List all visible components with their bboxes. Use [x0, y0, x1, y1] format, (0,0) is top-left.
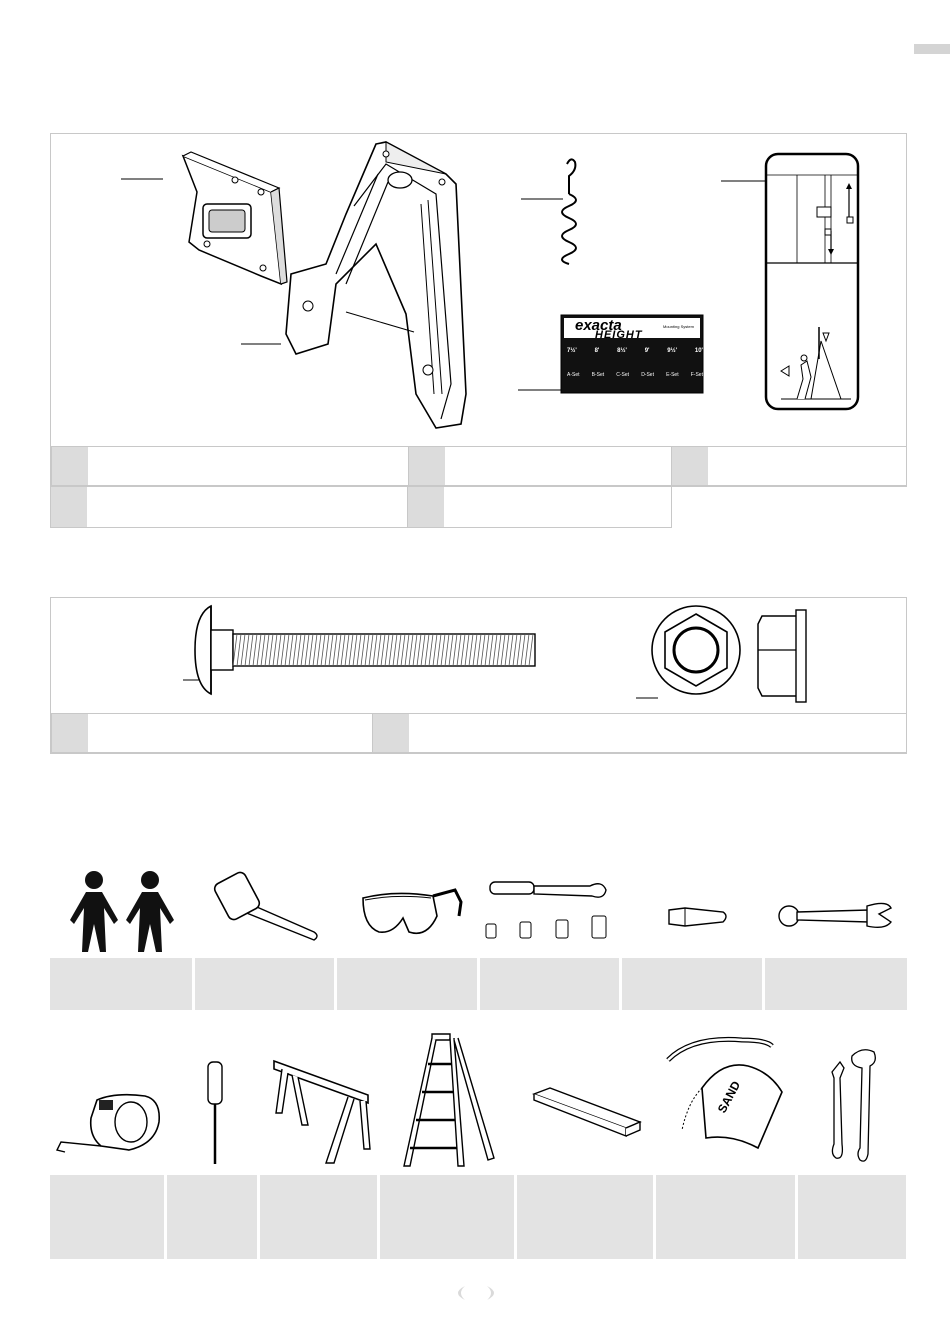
sticker-set: B-Set — [591, 372, 605, 378]
tool-label-cell — [517, 1175, 653, 1259]
tool-label-cell — [195, 958, 334, 1010]
two-people-icon — [60, 868, 180, 958]
tool-label-cell — [622, 958, 762, 1010]
hardware-number-badge — [52, 714, 88, 752]
hardware-label-cell — [51, 713, 373, 753]
hardware-panel — [50, 597, 907, 754]
wood-board-icon — [530, 1084, 650, 1144]
part-label-cell — [407, 486, 672, 528]
sand-bag-label: SAND — [714, 1078, 744, 1116]
sticker-value: 8½' — [617, 348, 627, 354]
spring-clip-illustration — [521, 154, 601, 274]
carriage-bolt-illustration — [181, 604, 561, 714]
part-number-badge — [672, 447, 708, 485]
hardware-number-badge — [373, 714, 409, 752]
part-label-cell — [51, 446, 409, 486]
sticker-set: C-Set — [616, 372, 630, 378]
combination-wrench-icon — [775, 898, 895, 938]
section-tab-marker — [914, 44, 950, 54]
sticker-brand-bottom: HEIGHT — [595, 329, 643, 341]
rubber-mallet-icon — [210, 866, 330, 946]
tool-label-cell — [167, 1175, 257, 1259]
sawhorse-icon — [268, 1055, 378, 1165]
sticker-row-2 — [567, 372, 703, 378]
tool-label-cell — [50, 958, 192, 1010]
extension-socket-icon — [665, 904, 735, 934]
parts-panel — [50, 133, 907, 487]
sticker-set: E-Set — [666, 372, 679, 378]
socket-wrench-set-icon — [480, 876, 620, 946]
tape-measure-icon — [55, 1092, 175, 1162]
sticker-tagline: Mounting System — [663, 324, 694, 329]
part-label-cell — [408, 446, 672, 486]
tool-label-cell — [480, 958, 619, 1010]
stepladder-icon — [398, 1030, 498, 1170]
page-nav-marks — [445, 1284, 507, 1302]
hardware-label-cell — [372, 713, 907, 753]
sticker-value: 9½' — [667, 348, 678, 354]
sticker-value: 7½' — [567, 348, 577, 354]
tool-label-cell — [260, 1175, 377, 1259]
part-number-badge — [409, 447, 445, 485]
part-label-cell — [671, 446, 907, 486]
sticker-value: 9' — [644, 348, 650, 354]
sticker-set: D-Set — [641, 372, 654, 378]
part-number-badge — [51, 487, 87, 527]
tool-label-cell — [337, 958, 477, 1010]
tool-label-cell — [50, 1175, 164, 1259]
sticker-row-1 — [567, 348, 703, 354]
tool-label-cell — [798, 1175, 906, 1259]
part-number-badge — [408, 487, 444, 527]
screwdriver-icon — [200, 1060, 230, 1170]
sticker-brand-top: exacta — [575, 317, 622, 334]
sticker-value: 10' — [694, 348, 703, 354]
adjustable-wrenches-icon — [822, 1044, 892, 1164]
sticker-brand — [563, 317, 703, 343]
flange-nut-illustration — [636, 604, 836, 714]
instruction-card-illustration — [721, 149, 891, 414]
sticker-value: 8' — [594, 348, 600, 354]
sticker-set: F-Set — [690, 372, 703, 378]
part-number-badge — [52, 447, 88, 485]
tool-label-cell — [765, 958, 907, 1010]
tool-label-cell — [656, 1175, 795, 1259]
wall-bracket-illustration — [236, 134, 496, 434]
part-label-cell — [50, 486, 408, 528]
tool-label-cell — [380, 1175, 514, 1259]
safety-glasses-icon — [355, 876, 475, 946]
sticker-set: A-Set — [567, 372, 580, 378]
